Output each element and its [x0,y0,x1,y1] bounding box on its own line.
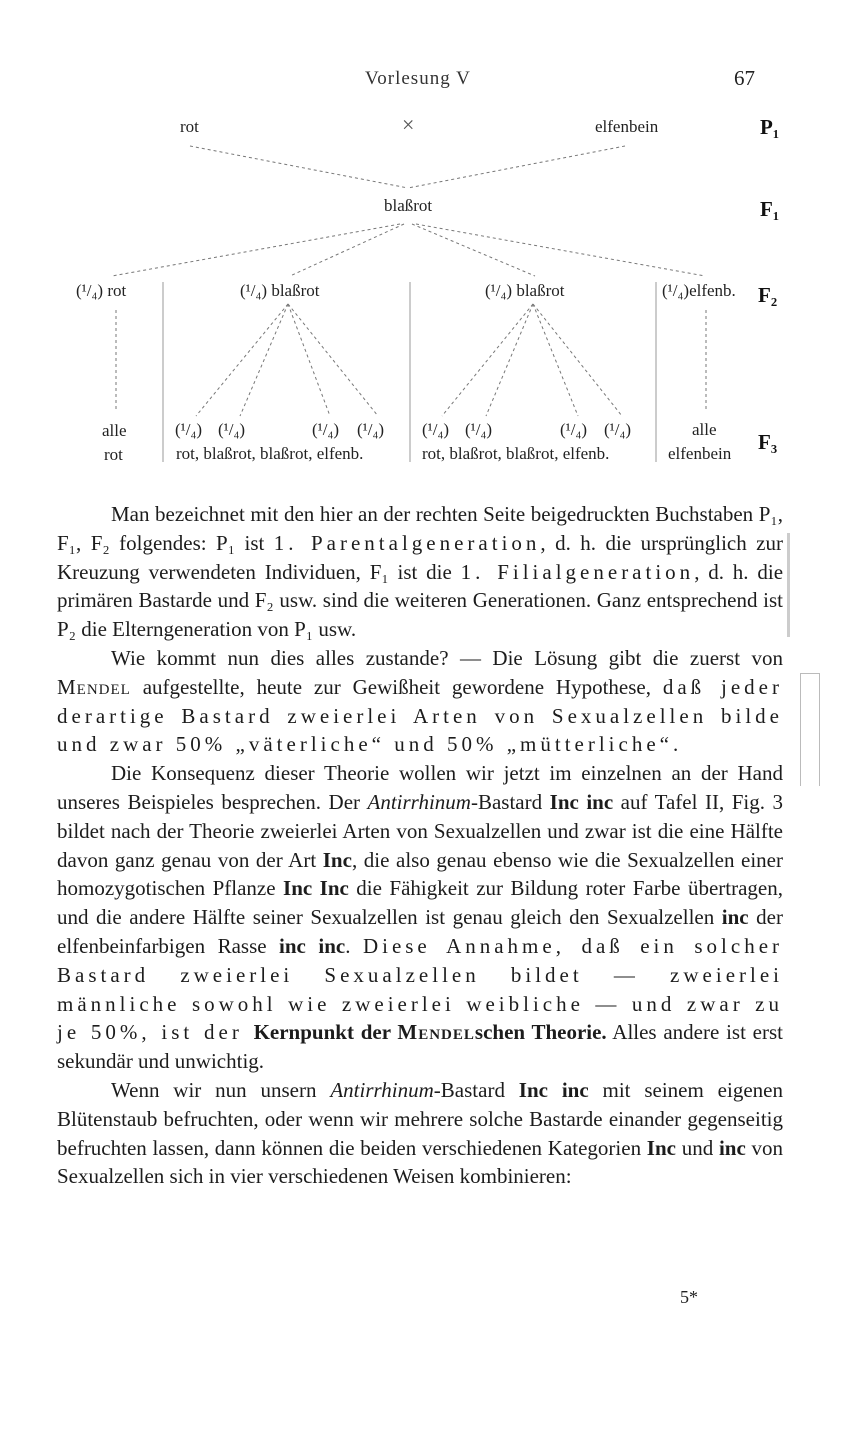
line-g1-1 [196,304,288,416]
f3-alle-right: alle [692,420,717,439]
text-span: -Bastard [470,789,550,814]
f3-g2-frac-3: (¹/₄) [560,420,588,439]
f3-g1-frac-4: (¹/₄) [357,420,385,439]
line-f1-rot [112,224,400,276]
text-span: , die also genau ebenso wie die Sexualzellen einer homozygotischen Pflanze [57,847,784,901]
page-number: 67 [734,66,755,90]
text-span: Die Konsequenz dieser Theorie wollen wir jetzt im einzelnen an der Hand unseres Beispieles besprechen. Der [57,761,783,814]
f2-blassrot-1: (¹/₄) blaßrot [240,281,320,300]
name-mendel-bold: Mendel [397,1020,475,1045]
f3-g2-text: rot, blaßrot, blaßrot, elfenb. [422,444,610,463]
text-span: . [672,732,679,757]
text-span: , d. h. die primären Bastarde und F₂ usw. sind die weiteren Generationen. Ganz entsprechend ist P₂ die Elterngeneration von P₁ usw. [57,559,784,642]
text-span: Alles andere ist erst sekundär und unwichtig. [57,1020,783,1074]
cross-symbol: × [402,112,415,137]
f3-alle-left: alle [102,421,127,440]
emphasis-filialgeneration: 1. Filialgeneration [460,559,695,584]
f2-elfenb: (¹/₄)elfenb. [662,281,736,300]
text-span: die Fähigkeit zur Bildung roter Farbe übertragen, und die andere Hälfte seiner Sexualzellen ist genau gleich den Sexualzellen [57,876,783,930]
emphasis-theorie: schen Theorie. [474,1020,607,1045]
text-span: auf Tafel II, Fig. 3 bildet nach der Theorie zweierlei Arten von Sexualzellen und zwar ist die eine Hälfte davon ganz genau von der Art [57,789,783,872]
paragraph-1 [57,500,783,644]
pencil-mark-1 [787,533,790,637]
term-antirrhinum: Antirrhinum [367,789,471,814]
text-span: aufgestellte, heute zur Gewißheit gewordene Hypothese, [130,674,663,699]
f1-blassrot: blaßrot [384,196,433,215]
p1-rot: rot [180,117,199,136]
f3-g1-frac-3: (¹/₄) [312,420,340,439]
text-span: Man bezeichnet mit den hier an der rechten Seite beigedruckten Buchstaben P₁, F₁, F₂ folgendes: P₁ ist [57,502,783,555]
f3-rot-left: rot [104,445,123,464]
f3-g2-frac-1: (¹/₄) [422,420,450,439]
running-head: Vorlesung V [365,68,471,89]
line-f1-elfenb [416,224,705,276]
f3-g1-frac-1: (¹/₄) [175,420,203,439]
f3-g2-frac-4: (¹/₄) [604,420,632,439]
line-p1-right [408,146,625,188]
text-span: , d. h. die ursprünglich zur Kreuzung verwendeten Individuen, F₁ ist die [57,530,783,584]
paragraph-3 [57,759,783,1076]
f3-g1-frac-2: (¹/₄) [218,420,246,439]
gen-label-p1: P₁ [760,115,780,139]
text-span: und [675,1135,719,1160]
line-g2-2 [486,304,533,416]
line-g1-4 [288,304,378,416]
page-header [0,66,850,98]
f3-elfenbein-right: elfenbein [668,444,732,463]
formula-inc: Inc [646,1135,676,1160]
f2-rot: (¹/₄) rot [76,281,127,300]
paragraph-2 [57,644,783,759]
formula-inc-inc-homozygous: Inc Inc [283,876,349,901]
line-g2-3 [533,304,578,416]
line-g2-1 [442,304,533,416]
formula-inc: Inc [322,847,352,872]
paragraph-4 [57,1076,783,1191]
f3-g1-text: rot, blaßrot, blaßrot, elfenb. [176,444,364,463]
formula-inc-recessive: inc [721,905,749,930]
pencil-mark-2 [800,673,820,786]
formula-inc-recessive: inc [718,1135,746,1160]
f3-g2-frac-2: (¹/₄) [465,420,493,439]
signature-folio: 5* [680,1287,698,1307]
gen-label-f1: F₁ [760,197,780,221]
line-g2-4 [533,304,622,416]
line-g1-2 [240,304,288,416]
inheritance-diagram [0,100,850,480]
text-span: . [345,933,363,958]
formula-inc-inc: Inc inc [549,789,614,814]
text-span: mit seinem eigenen Blütenstaub befruchten, oder wenn wir mehrere solche Bastarde einander gegenseitig befruchten lassen, dann können die beiden verschiedenen Kategorien [57,1077,783,1160]
emphasis-parentalgeneration: 1. Parentalgeneration [273,530,541,555]
line-p1-left [190,146,408,188]
gen-label-f2: F₂ [758,283,778,307]
formula-inc-inc: Inc inc [518,1077,589,1102]
gen-label-f3: F₃ [758,430,778,454]
f2-blassrot-2: (¹/₄) blaßrot [485,281,565,300]
emphasis-kernpunkt: Kernpunkt der [253,1020,398,1045]
text-span: Wie kommt nun dies alles zustande? — Die Lösung gibt die zuerst von [111,645,783,670]
name-mendel: Mendel [57,674,131,699]
formula-inc-inc-recessive: inc inc [279,933,346,958]
term-antirrhinum: Antirrhinum [330,1077,434,1102]
line-f1-blassrot1 [290,224,404,276]
line-g1-3 [288,304,330,416]
body-text [57,500,783,1191]
text-span: Wenn wir nun unsern [111,1077,331,1102]
text-span: -Bastard [433,1077,519,1102]
text-span: der elfenbeinfarbigen Rasse [57,905,783,958]
line-f1-blassrot2 [412,224,535,276]
emphasis-annahme: Diese Annahme, daß ein solcher Bastard zweierlei Sexualzellen bildet — zweierlei männliche sowohl wie zweierlei weibliche — und zwar zu je 50%, ist der [57,933,784,1045]
p1-elfenbein: elfenbein [595,117,659,136]
text-span: von Sexualzellen sich in vier verschiedenen Weisen kombinieren: [57,1135,784,1189]
emphasis-hypothesis: daß jeder derartige Bastard zweierlei Arten von Sexualzellen bilde und zwar 50% „väterliche“ und 50% „mütterliche“ [57,674,783,757]
